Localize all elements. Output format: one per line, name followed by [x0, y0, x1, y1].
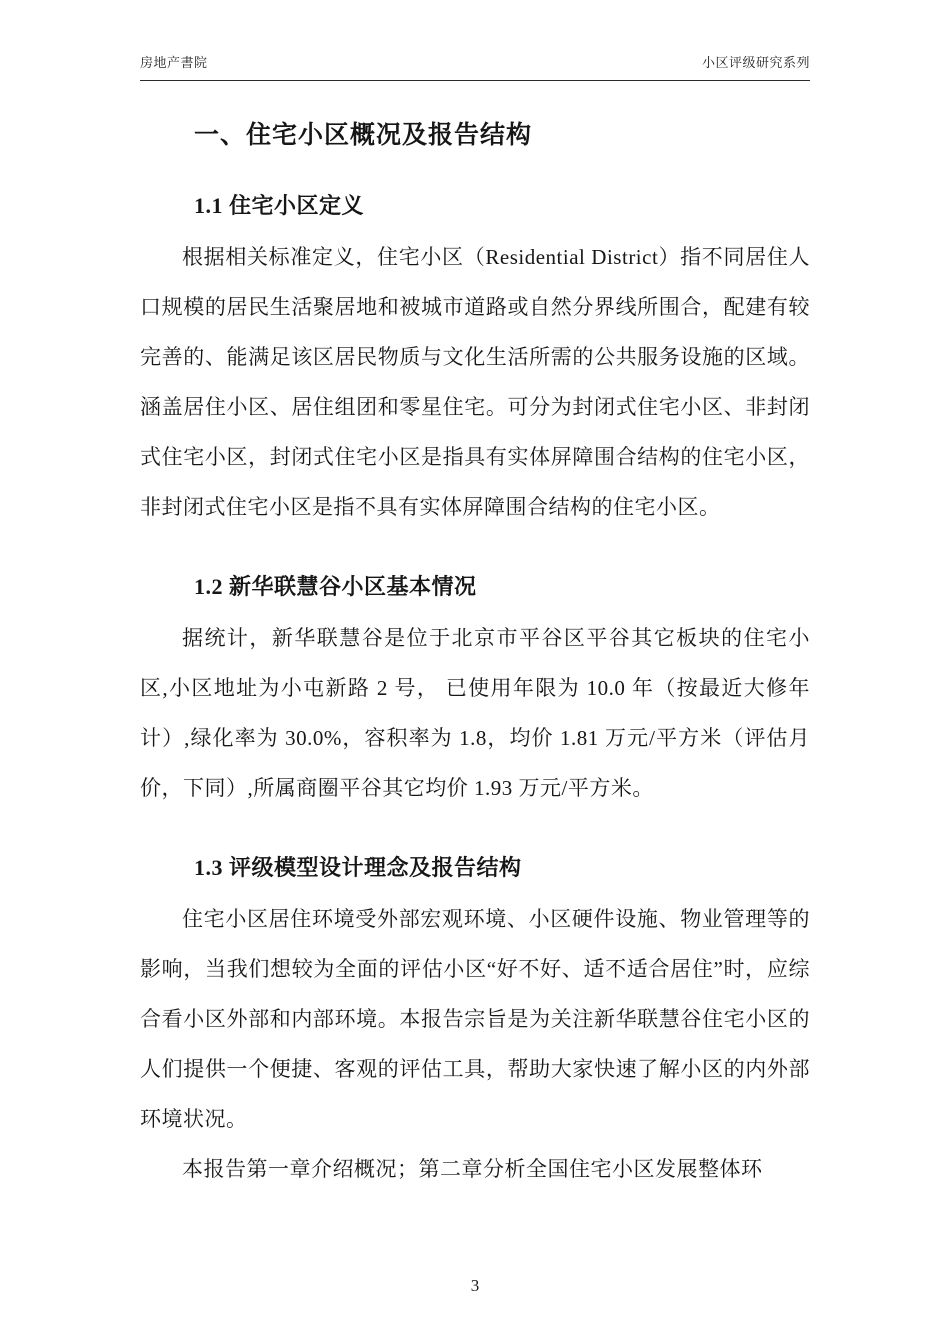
- header-right-text: 小区评级研究系列: [701, 55, 810, 70]
- section-heading-1-2: 1.2 新华联慧谷小区基本情况: [194, 574, 477, 599]
- paragraph-rating-model: 住宅小区居住环境受外部宏观环境、小区硬件设施、物业管理等的影响，当我们想较为全面的评估小区“好不好、适不适合居住”时，应综合看小区外部和内部环境。本报告宗旨是为关注新华联慧谷住宅小区的人们提供一个便捷、客观的评估工具，帮助大家快速了解小区的内外部环境状况。: [140, 907, 810, 1131]
- section-heading-1-3: 1.3 评级模型设计理念及报告结构: [194, 855, 522, 880]
- page-header: [140, 52, 810, 81]
- section-heading-1-1: 1.1 住宅小区定义: [194, 193, 365, 218]
- page-footer: [0, 1276, 950, 1296]
- header-left-text: 房地产書院: [140, 55, 208, 70]
- paragraph-definition: 根据相关标准定义，住宅小区（Residential District）指不同居住人口规模的居民生活聚居地和被城市道路或自然分界线所围合，配建有较完善的、能满足该区居民物质与文化生活所需的公共服务设施的区域。涵盖居住小区、居住组团和零星住宅。可分为封闭式住宅小区、非封闭式住宅小区，封闭式住宅小区是指具有实体屏障围合结构的住宅小区，非封闭式住宅小区是指不具有实体屏障围合结构的住宅小区。: [140, 245, 810, 519]
- page-number: 3: [470, 1276, 480, 1295]
- paragraph-basic-info: 据统计，新华联慧谷是位于北京市平谷区平谷其它板块的住宅小区,小区地址为小屯新路 2 号， 已使用年限为 10.0 年（按最近大修年计）,绿化率为 30.0%，容积率为 1.8，均价 1.81 万元/平方米（评估月价，下同）,所属商圈平谷其它均价 1.93 万元/平方米。: [140, 626, 810, 800]
- chapter-title: 一、住宅小区概况及报告结构: [194, 122, 533, 149]
- paragraph-report-structure: 本报告第一章介绍概况；第二章分析全国住宅小区发展整体环: [182, 1157, 763, 1181]
